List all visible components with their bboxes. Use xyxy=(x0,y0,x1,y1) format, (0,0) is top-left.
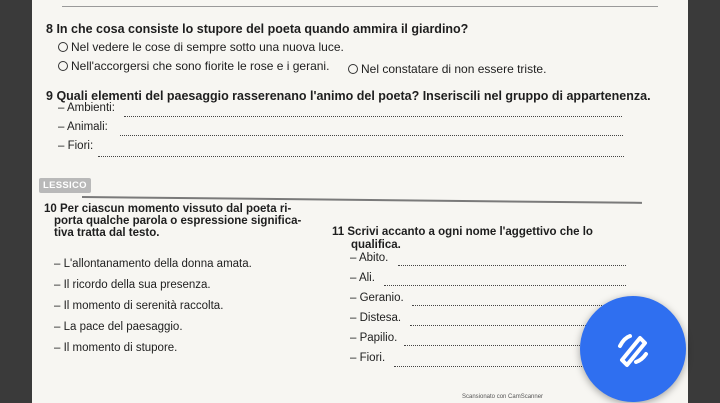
question-10-number: 10 xyxy=(44,203,57,215)
question-10: 10 Per ciascun momento vissuto dal poeta ri- porta qualche parola o espressione significa- tiva tratta dal testo. xyxy=(44,203,302,239)
answer-line-ambienti xyxy=(124,116,622,117)
question-8-option-3: Nel constatare di non essere triste. xyxy=(348,62,546,76)
question-10-item-1: – L'allontanamento della donna amata. xyxy=(54,258,252,270)
section-label: LESSICO xyxy=(39,178,91,193)
question-8-number: 8 xyxy=(46,22,53,36)
question-11-number: 11 xyxy=(332,226,345,238)
answer-line-fiori xyxy=(98,156,624,157)
edit-pen-icon xyxy=(610,326,656,372)
question-10-item-2: – Il ricordo della sua presenza. xyxy=(54,279,211,291)
answer-line-ali xyxy=(384,285,626,286)
radio-circle-icon xyxy=(348,64,358,74)
scanner-watermark: Scansionato con CamScanner xyxy=(462,394,544,400)
top-rule xyxy=(62,6,658,7)
question-11-item-papilio: – Papilio. xyxy=(350,332,398,344)
radio-circle-icon xyxy=(58,61,68,71)
question-9-text: Quali elementi del paesaggio rasserenano l'animo del poeta? Inseriscili nel gruppo di appartenenza. xyxy=(56,89,651,103)
radio-circle-icon xyxy=(58,42,68,52)
question-9-number: 9 xyxy=(46,89,53,103)
question-8 xyxy=(46,22,468,36)
edit-button[interactable] xyxy=(580,296,686,402)
question-10-item-3: – Il momento di serenità raccolta. xyxy=(54,300,224,312)
answer-line-animali xyxy=(120,135,623,136)
answer-row-fiori: – Fiori: xyxy=(58,140,94,152)
question-11-item-distesa: – Distesa. xyxy=(350,312,402,324)
question-11-item-ali: – Ali. xyxy=(350,272,375,284)
question-9 xyxy=(46,89,651,103)
question-11-item-fiori: – Fiori. xyxy=(350,352,386,364)
answer-row-animali: – Animali: xyxy=(58,121,108,133)
answer-row-ambienti: – Ambienti: xyxy=(58,102,115,114)
question-10-item-4: – La pace del paesaggio. xyxy=(54,321,183,333)
question-8-option-2: Nell'accorgersi che sono fiorite le rose e i gerani. xyxy=(58,59,329,73)
question-10-item-5: – Il momento di stupore. xyxy=(54,342,178,354)
question-11-item-geranio: – Geranio. xyxy=(350,292,404,304)
question-11-item-abito: – Abito. xyxy=(350,252,389,264)
question-8-option-1: Nel vedere le cose di sempre sotto una nuova luce. xyxy=(58,40,344,54)
question-8-text: In che cosa consiste lo stupore del poeta quando ammira il giardino? xyxy=(56,22,469,36)
question-11: 11 Scrivi accanto a ogni nome l'aggettivo che lo qualifica. xyxy=(332,226,593,251)
answer-line-geranio xyxy=(412,305,626,306)
answer-line-abito xyxy=(398,265,626,266)
